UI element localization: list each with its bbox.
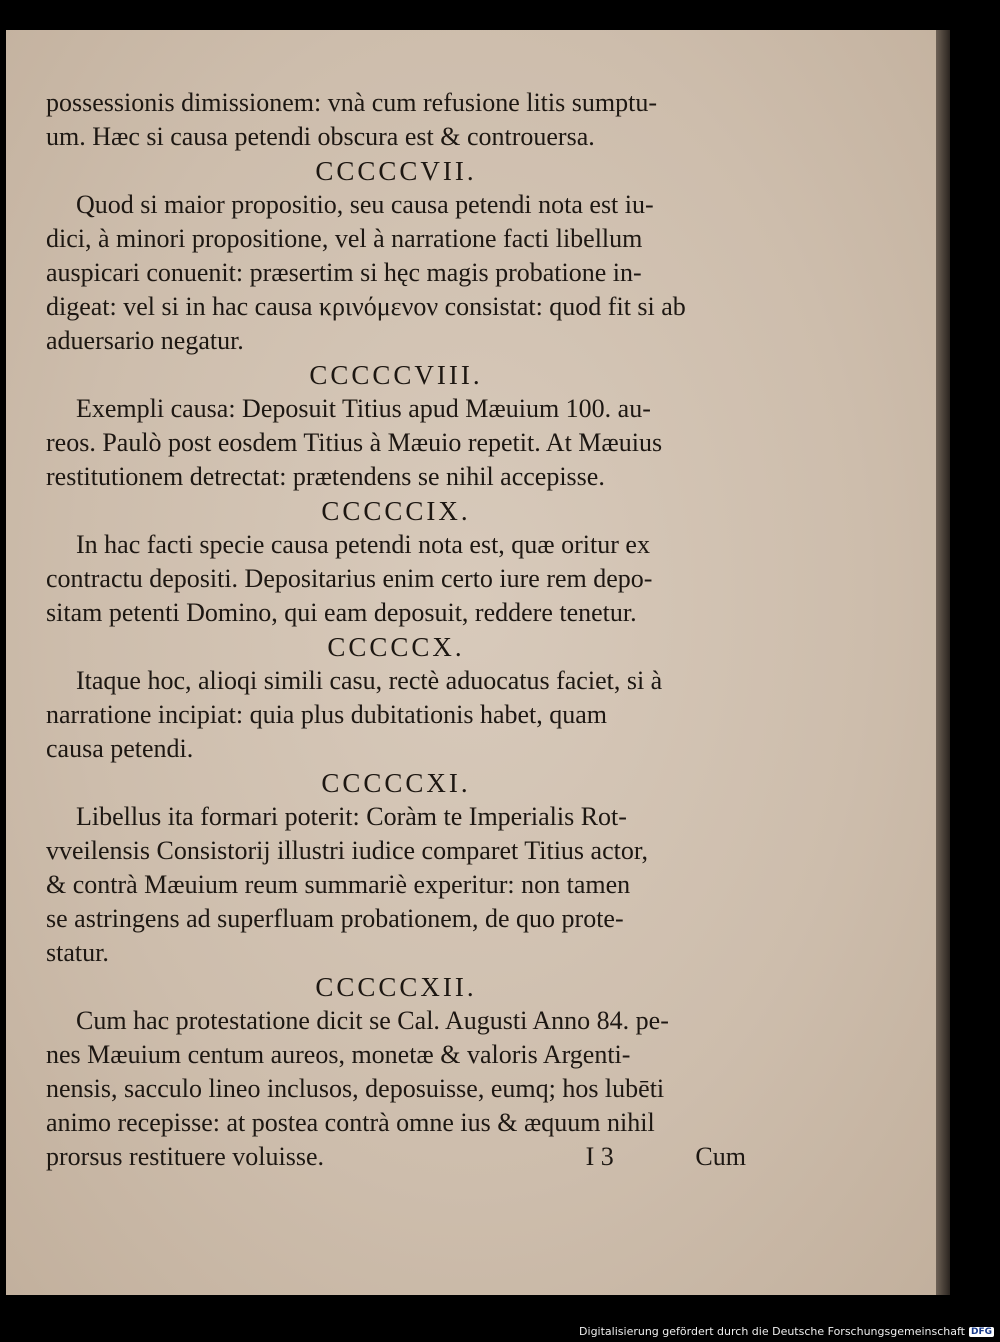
text-line: possessionis dimissionem: vnà cum refusione litis sumptu-: [46, 88, 657, 117]
section-heading: CCCCCVII.: [315, 156, 477, 186]
signature-mark: I 3: [585, 1142, 614, 1171]
text-line: animo recepisse: at postea contrà omne ius & æquum nihil: [46, 1108, 655, 1137]
text-line: In hac facti specie causa petendi nota est, quæ oritur ex: [76, 530, 650, 559]
last-line: [46, 1140, 746, 1174]
section-heading: CCCCCX.: [327, 632, 465, 662]
text-line: um. Hæc si causa petendi obscura est & controuersa.: [46, 122, 595, 151]
text-line: aduersario negatur.: [46, 326, 244, 355]
text-line: Quod si maior propositio, seu causa petendi nota est iu-: [76, 190, 654, 219]
page-edge: [936, 30, 950, 1295]
page-text: [46, 86, 746, 1174]
section-heading: CCCCCXI.: [321, 768, 471, 798]
book-page: [6, 30, 936, 1295]
section-heading: CCCCCIX.: [321, 496, 471, 526]
section-heading: CCCCCXII.: [315, 972, 477, 1002]
text-line: Itaque hoc, alioqi simili casu, rectè aduocatus faciet, si à: [76, 666, 663, 695]
text-line: auspicari conuenit: præsertim si hęc magis probatione in-: [46, 258, 642, 287]
section-heading: CCCCCVIII.: [309, 360, 483, 390]
text-line: restitutionem detrectat: prætendens se nihil accepisse.: [46, 462, 605, 491]
text-line: & contrà Mæuium reum summariè experitur: non tamen: [46, 870, 631, 899]
text-line: se astringens ad superfluam probationem, de quo prote-: [46, 904, 624, 933]
digitization-credit: [579, 1325, 994, 1338]
catchword: Cum: [695, 1142, 746, 1171]
text-line: statur.: [46, 938, 109, 967]
text-line: reos. Paulò post eosdem Titius à Mæuio repetit. At Mæuius: [46, 428, 663, 457]
credit-text: Digitalisierung gefördert durch die Deutsche Forschungsgemeinschaft: [579, 1325, 965, 1338]
text-line: sitam petenti Domino, qui eam deposuit, reddere tenetur.: [46, 598, 637, 627]
text-line: contractu depositi. Depositarius enim certo iure rem depo-: [46, 564, 653, 593]
text-line: vveilensis Consistorij illustri iudice comparet Titius actor,: [46, 836, 648, 865]
text-line: nensis, sacculo lineo inclusos, deposuisse, eumq; hos lubēti: [46, 1074, 665, 1103]
text-line: dici, à minori propositione, vel à narratione facti libellum: [46, 224, 643, 253]
text-line: Libellus ita formari poterit: Coràm te Imperialis Rot-: [76, 802, 627, 831]
last-line-text: prorsus restituere voluisse.: [46, 1142, 325, 1171]
text-line: Cum hac protestatione dicit se Cal. Augusti Anno 84. pe-: [76, 1006, 669, 1035]
dfg-logo: DFG: [970, 1326, 992, 1337]
text-line: narratione incipiat: quia plus dubitationis habet, quam: [46, 700, 608, 729]
text-line: digeat: vel si in hac causa κρινόμενον consistat: quod fit si ab: [46, 292, 686, 321]
text-line: causa petendi.: [46, 734, 194, 763]
text-line: Exempli causa: Deposuit Titius apud Mæuium 100. au-: [76, 394, 651, 423]
text-line: nes Mæuium centum aureos, monetæ & valoris Argenti-: [46, 1040, 631, 1069]
